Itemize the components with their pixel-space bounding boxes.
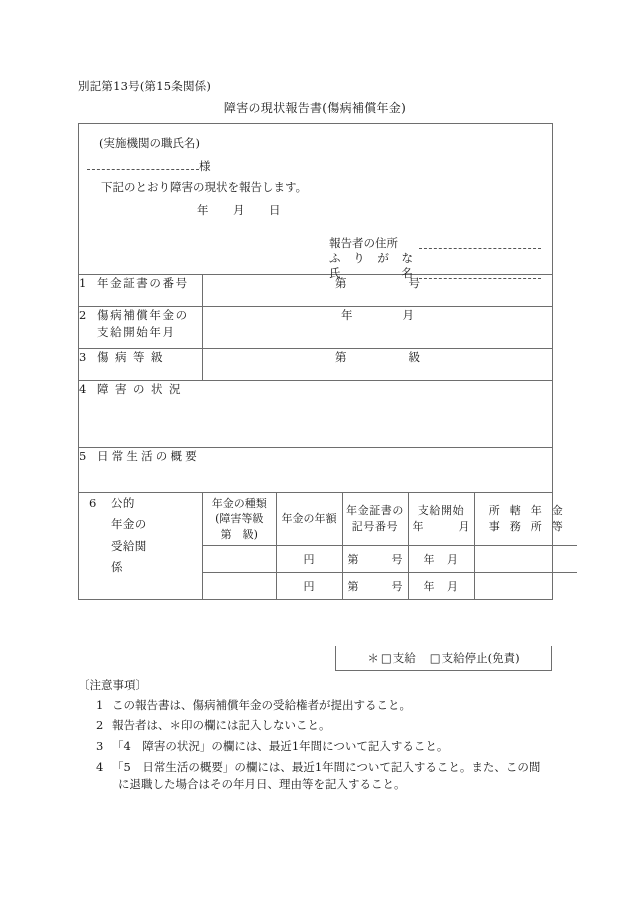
office-head-c2: 年 xyxy=(530,504,542,518)
asterisk-marker: ＊ xyxy=(367,651,379,665)
report-date-line: 年 月 日 xyxy=(197,203,281,217)
certificate-inline-0 xyxy=(343,551,408,567)
list-item xyxy=(78,697,578,714)
annual-amount-cell-1[interactable] xyxy=(276,573,342,600)
row6-label-line-3 xyxy=(79,557,202,578)
payment-start-month-label: 月 xyxy=(458,520,470,533)
reporter-furigana-label xyxy=(329,252,413,264)
page-title: 障害の現状報告書(傷病補償年金) xyxy=(223,101,407,115)
row4-label-line xyxy=(79,381,552,398)
table-row xyxy=(203,546,577,573)
reporter-info-block xyxy=(329,228,541,279)
row1-label-text: 年金証書の番号 xyxy=(97,276,189,290)
row3-number: 3 xyxy=(79,350,87,364)
pension-type-l1: 年金の種類 xyxy=(211,496,267,510)
reporter-name-input[interactable] xyxy=(419,267,541,279)
reporter-address-label: 報告者の住所 xyxy=(329,235,398,250)
certificate-l1: 年金証書の xyxy=(346,504,404,518)
certificate-cell-0[interactable] xyxy=(342,546,408,573)
payment-start-year-label: 年 xyxy=(412,520,424,533)
office-head-d3: 等 xyxy=(551,520,563,533)
note-number-0: 1 xyxy=(96,697,104,712)
reporter-name-row xyxy=(329,264,541,279)
table-row xyxy=(79,349,553,381)
furigana-char-1: り xyxy=(353,250,365,265)
note-number-2: 3 xyxy=(96,739,104,753)
cert-suffix-0: 号 xyxy=(391,553,403,566)
row2-suffix: 月 xyxy=(402,308,414,322)
pension-type-l3: 第 級) xyxy=(220,527,258,541)
intro-row xyxy=(79,124,553,275)
row2-value-cell[interactable] xyxy=(203,307,553,349)
start-month-0: 月 xyxy=(447,553,459,566)
payment-start-cell-0[interactable] xyxy=(408,546,474,573)
row2-label-text-2: 支給開始年月 xyxy=(97,325,176,340)
cert-suffix-1: 号 xyxy=(391,580,403,593)
report-statement: 下記のとおり障害の現状を報告します。 xyxy=(101,180,308,194)
pension-type-input-0[interactable] xyxy=(203,546,276,573)
row4-number: 4 xyxy=(79,382,87,396)
implementing-agency-label: (実施機関の職氏名) xyxy=(99,136,200,150)
row6-label-text-0: 公的 xyxy=(111,496,135,510)
row6-label-line-1 xyxy=(79,514,202,535)
pension-type-input-1[interactable] xyxy=(203,573,276,600)
note-text-2: 「4 障害の状況」の欄には、最近1年間について記入すること。 xyxy=(112,739,449,753)
pension-subtable xyxy=(203,493,577,599)
note-text-3-continuation: に退職した場合はその年月日、理由等を記入すること。 xyxy=(118,777,406,791)
table-row xyxy=(79,448,553,493)
office-head-c1: 轄 xyxy=(509,504,521,518)
row6-label-line-2 xyxy=(79,536,202,557)
row1-prefix: 第 xyxy=(335,276,347,290)
reporter-furigana-row xyxy=(329,249,541,264)
furigana-char-0: ふ xyxy=(329,250,341,265)
cert-prefix-1: 第 xyxy=(347,580,359,593)
note-text-1: 報告者は、＊印の欄には記入しないこと。 xyxy=(112,718,331,733)
row5-cell[interactable] xyxy=(79,448,553,493)
document-reference-number: 別記第13号(第15条関係) xyxy=(78,79,212,93)
note-text-3: 「5 日常生活の概要」の欄には、最近1年間について記入すること。また、この間 xyxy=(112,759,541,774)
notes-title: 〔注意事項〕 xyxy=(78,678,147,692)
pension-header-row xyxy=(203,493,577,546)
office-head-d0: 事 xyxy=(488,520,500,533)
name-char-0: 氏 xyxy=(329,265,341,280)
amount-unit-1: 円 xyxy=(303,580,315,593)
table-row xyxy=(79,275,553,307)
certificate-l2: 記号番号 xyxy=(351,520,399,533)
row6-subtable-cell xyxy=(203,493,563,600)
row2-label-cell xyxy=(79,307,203,349)
checkbox-suspension-icon[interactable]: □ xyxy=(429,651,441,665)
payment-start-l1: 支給開始 xyxy=(417,504,465,518)
table-row xyxy=(203,573,577,600)
reporter-address-row xyxy=(329,228,541,249)
addressee-suffix: 様 xyxy=(199,159,211,173)
row5-label-text: 日常生活の概要 xyxy=(97,449,200,463)
name-char-1: 名 xyxy=(401,265,413,280)
row3-label-line xyxy=(79,349,202,366)
office-head-c3: 金 xyxy=(551,504,563,518)
furigana-char-2: が xyxy=(377,250,389,265)
amount-unit-0: 円 xyxy=(303,553,315,566)
annual-amount-l1: 年金の年額 xyxy=(281,512,337,526)
table-row xyxy=(79,493,553,600)
row3-value-inline xyxy=(335,350,420,364)
pension-type-l2: (障害等級 xyxy=(215,512,264,526)
row3-suffix: 級 xyxy=(408,350,420,364)
start-year-0: 年 xyxy=(423,553,435,566)
checkbox-payment-label: 支給 xyxy=(392,651,416,665)
annual-amount-cell-0[interactable] xyxy=(276,546,342,573)
col-pension-type-header xyxy=(203,493,276,546)
main-form-table xyxy=(78,123,563,600)
row6-number: 6 xyxy=(89,496,97,510)
payment-start-l2 xyxy=(409,519,474,535)
list-item xyxy=(78,717,578,734)
row1-label-cell xyxy=(79,275,203,307)
row3-label-cell xyxy=(79,349,203,381)
pension-office-input-0[interactable] xyxy=(474,546,577,573)
row2-number: 2 xyxy=(79,308,87,322)
official-use-checkbox-strip xyxy=(335,646,552,671)
row2-value-inline xyxy=(341,308,414,322)
row3-prefix: 第 xyxy=(335,350,347,364)
col-certificate-number-header xyxy=(342,493,408,546)
row2-label-text-1: 傷病補償年金の xyxy=(97,308,189,322)
start-year-1: 年 xyxy=(423,580,435,593)
row2-label-line2 xyxy=(79,324,202,341)
row4-cell[interactable] xyxy=(79,381,553,448)
row1-number: 1 xyxy=(79,276,87,290)
addressee-line xyxy=(87,158,211,174)
row5-label-line xyxy=(79,448,552,465)
reporter-name-label xyxy=(329,267,413,279)
list-item xyxy=(78,738,578,755)
payment-start-cell-1[interactable] xyxy=(408,573,474,600)
col-payment-start-header xyxy=(408,493,474,546)
office-head-line1 xyxy=(475,503,578,519)
col-annual-amount-header xyxy=(276,493,342,546)
intro-cell xyxy=(79,124,553,280)
row6-label-text-1: 年金の xyxy=(111,517,147,532)
list-item xyxy=(78,759,578,776)
row1-suffix: 号 xyxy=(408,276,420,290)
row6-label-line-0 xyxy=(79,493,202,514)
row6-label-text-3: 係 xyxy=(111,559,123,574)
note-number-3: 4 xyxy=(96,759,104,774)
row4-label-text: 障害の状況 xyxy=(97,382,187,396)
addressee-blank-line[interactable] xyxy=(87,159,199,170)
certificate-inline-1 xyxy=(343,578,408,594)
note-number-1: 2 xyxy=(96,718,104,733)
table-row xyxy=(79,381,553,448)
start-month-1: 月 xyxy=(447,580,459,593)
col-pension-office-header xyxy=(474,493,577,546)
certificate-cell-1[interactable] xyxy=(342,573,408,600)
office-head-c0: 所 xyxy=(488,504,500,518)
note-text-0: この報告書は、傷病補償年金の受給権者が提出すること。 xyxy=(112,697,411,712)
row5-number: 5 xyxy=(79,449,87,463)
notes-section xyxy=(78,677,578,793)
cert-prefix-0: 第 xyxy=(347,553,359,566)
furigana-char-3: な xyxy=(401,250,413,265)
reporter-address-input[interactable] xyxy=(419,237,541,249)
table-row xyxy=(79,307,553,349)
row2-prefix: 年 xyxy=(341,308,353,322)
checkbox-payment-icon[interactable]: □ xyxy=(380,651,392,665)
checkbox-suspension-label: 支給停止(免責) xyxy=(441,651,520,665)
row6-label-cell xyxy=(79,493,203,600)
row3-label-text: 傷病等級 xyxy=(97,350,169,364)
pension-office-input-1[interactable] xyxy=(474,573,577,600)
row6-label-text-2: 受給関 xyxy=(111,538,147,553)
office-head-d2: 所 xyxy=(530,520,542,533)
row3-value-cell[interactable] xyxy=(203,349,553,381)
row1-value-cell[interactable] xyxy=(203,275,553,307)
row2-label-line1 xyxy=(79,307,202,324)
reporter-furigana-input[interactable] xyxy=(419,253,541,264)
office-head-line2 xyxy=(475,519,578,535)
office-head-d1: 務 xyxy=(509,520,521,533)
row1-label-line xyxy=(79,275,202,292)
